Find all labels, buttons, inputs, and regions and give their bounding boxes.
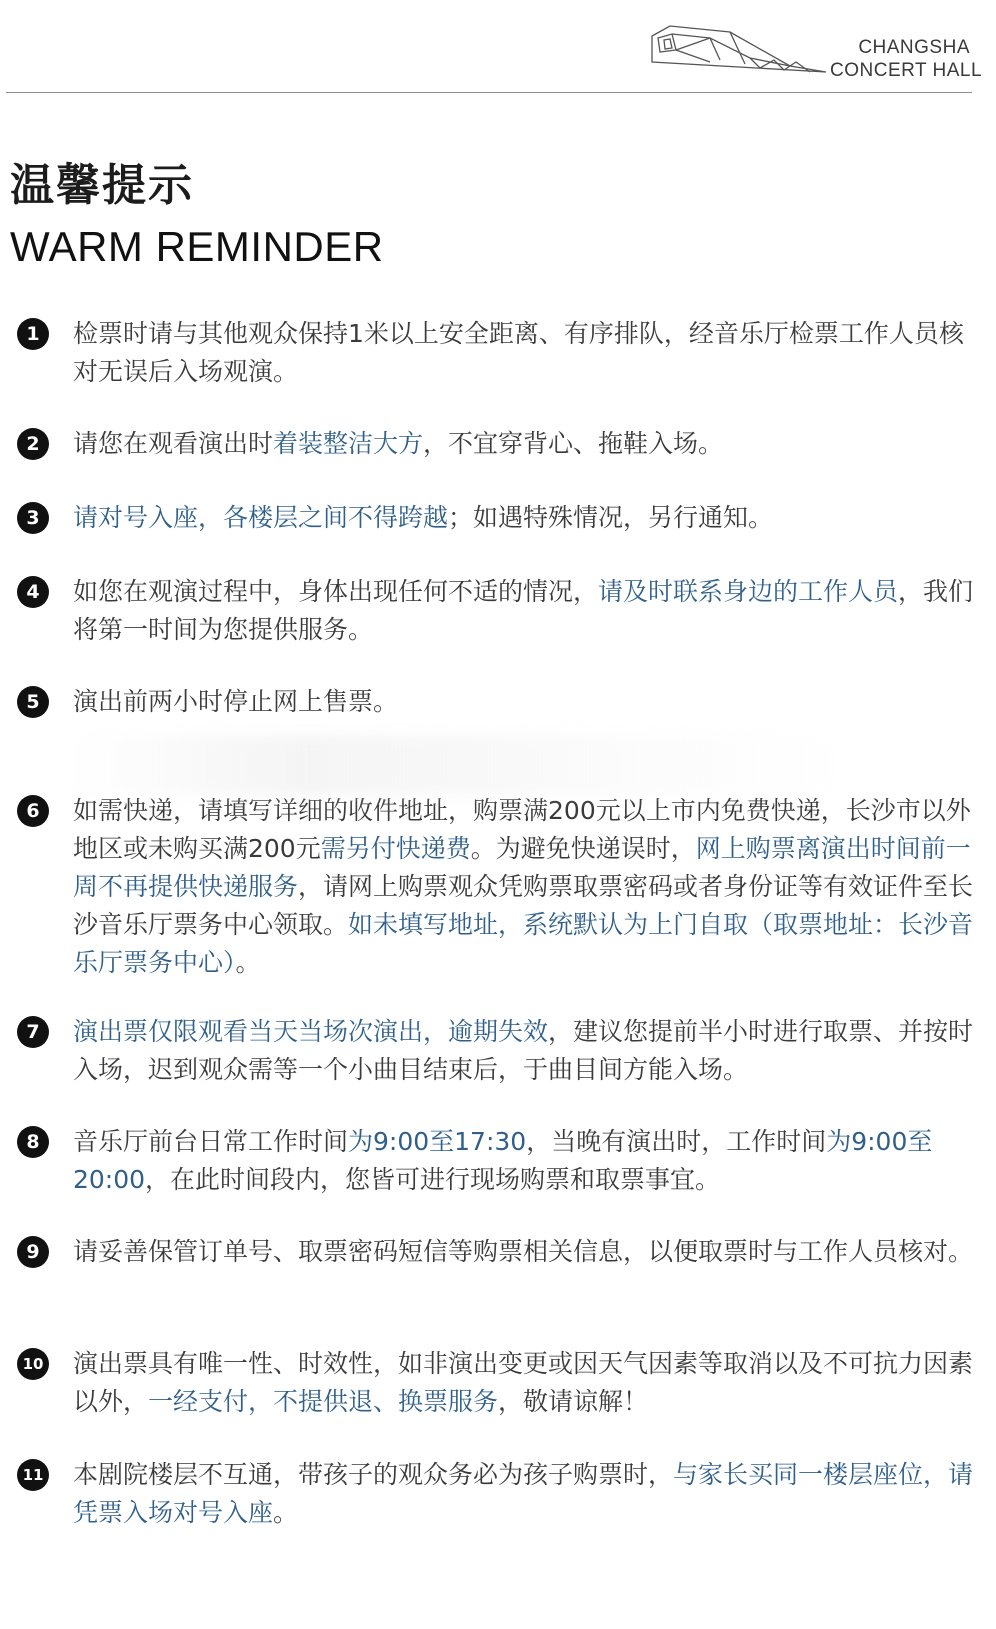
text-segment: 。为避免快递误时， bbox=[470, 834, 696, 863]
highlighted-text: 为9:00至20:00 bbox=[73, 1127, 933, 1194]
highlighted-text: 如未填写地址，系统默认为上门自取（取票地址：长沙音乐厅票务中心） bbox=[73, 910, 974, 977]
header bbox=[0, 0, 996, 95]
item-text bbox=[73, 792, 978, 982]
item-text bbox=[73, 499, 978, 537]
text-segment: ；如遇特殊情况，另行通知。 bbox=[448, 503, 774, 532]
item-number-badge: 4 bbox=[17, 576, 49, 608]
item-number-badge: 3 bbox=[17, 502, 49, 534]
logo-line-1: CHANGSHA bbox=[858, 37, 970, 58]
text-segment: 演出票具有唯一性、时效性，如非演出变更或因天气因素等取消以及不可抗力因素以外， bbox=[73, 1349, 974, 1416]
logo-text bbox=[830, 36, 983, 82]
highlighted-text: 一经支付，不提供退、换票服务 bbox=[148, 1387, 499, 1416]
item-text bbox=[73, 1013, 978, 1089]
item-number-badge: 10 bbox=[17, 1348, 49, 1380]
text-segment: ，请网上购票观众凭购票取票密码或者身份证等有效证件至长沙音乐厅票务中心领取。 bbox=[73, 872, 974, 939]
text-segment: 请您在观看演出时 bbox=[73, 429, 274, 458]
item-number-badge: 11 bbox=[17, 1459, 49, 1491]
item-text bbox=[73, 1345, 978, 1421]
highlighted-text: 请及时联系身边的工作人员 bbox=[598, 577, 899, 606]
item-text bbox=[73, 1233, 978, 1271]
item-number-badge: 6 bbox=[17, 795, 49, 827]
text-segment: 本剧院楼层不互通，带孩子的观众务必为孩子购票时， bbox=[73, 1460, 674, 1489]
highlighted-text: 网上购票离演出时间前一周不再提供快递服务 bbox=[73, 834, 971, 901]
item-text bbox=[73, 315, 978, 391]
text-segment: 。 bbox=[235, 948, 261, 977]
item-number-badge: 7 bbox=[17, 1016, 49, 1048]
item-number-badge: 2 bbox=[17, 428, 49, 460]
page-title-english: WARM REMINDER bbox=[10, 223, 384, 270]
text-segment: 。 bbox=[273, 1498, 299, 1527]
text-segment: ，敬请谅解！ bbox=[498, 1387, 649, 1416]
item-text bbox=[73, 1456, 978, 1532]
highlighted-text: 需另付快递费 bbox=[320, 834, 471, 863]
blurred-region bbox=[70, 735, 840, 795]
header-divider bbox=[6, 92, 972, 93]
text-segment: 如需快递，请填写详细的收件地址，购票满200元以上市内免费快递，长沙市以外地区或未购买满200元 bbox=[73, 796, 971, 863]
highlighted-text: 着装整洁大方 bbox=[273, 429, 424, 458]
item-number-badge: 9 bbox=[17, 1236, 49, 1268]
item-text bbox=[73, 573, 978, 649]
text-segment: 如您在观演过程中，身体出现任何不适的情况， bbox=[73, 577, 599, 606]
highlighted-text: 请对号入座，各楼层之间不得跨越 bbox=[73, 503, 449, 532]
item-number-badge: 5 bbox=[17, 686, 49, 718]
item-number-badge: 1 bbox=[17, 318, 49, 350]
item-text bbox=[73, 683, 978, 721]
text-segment: ，不宜穿背心、拖鞋入场。 bbox=[423, 429, 724, 458]
highlighted-text: 演出票仅限观看当天当场次演出，逾期失效 bbox=[73, 1017, 549, 1046]
item-text bbox=[73, 1123, 978, 1199]
item-number-badge: 8 bbox=[17, 1126, 49, 1158]
text-segment: 检票时请与其他观众保持1米以上安全距离、有序排队，经音乐厅检票工作人员核对无误后入场观演。 bbox=[73, 319, 964, 386]
concert-hall-logo-icon bbox=[650, 22, 830, 80]
text-segment: ，在此时间段内，您皆可进行现场购票和取票事宜。 bbox=[145, 1165, 721, 1194]
highlighted-text: 为9:00至17:30 bbox=[348, 1127, 527, 1156]
text-segment: ，我们将第一时间为您提供服务。 bbox=[73, 577, 974, 644]
text-segment: 音乐厅前台日常工作时间 bbox=[73, 1127, 349, 1156]
logo-line-2: CONCERT HALL bbox=[830, 60, 983, 81]
text-segment: 请妥善保管订单号、取票密码短信等购票相关信息，以便取票时与工作人员核对。 bbox=[73, 1237, 974, 1266]
highlighted-text: 与家长买同一楼层座位，请凭票入场对号入座 bbox=[73, 1460, 974, 1527]
page-title-chinese: 温馨提示 bbox=[10, 160, 194, 211]
text-segment: ，当晚有演出时，工作时间 bbox=[526, 1127, 827, 1156]
text-segment: ，建议您提前半小时进行取票、并按时入场，迟到观众需等一个小曲目结束后，于曲目间方能入场。 bbox=[73, 1017, 974, 1084]
item-text bbox=[73, 425, 978, 463]
text-segment: 演出前两小时停止网上售票。 bbox=[73, 687, 399, 716]
